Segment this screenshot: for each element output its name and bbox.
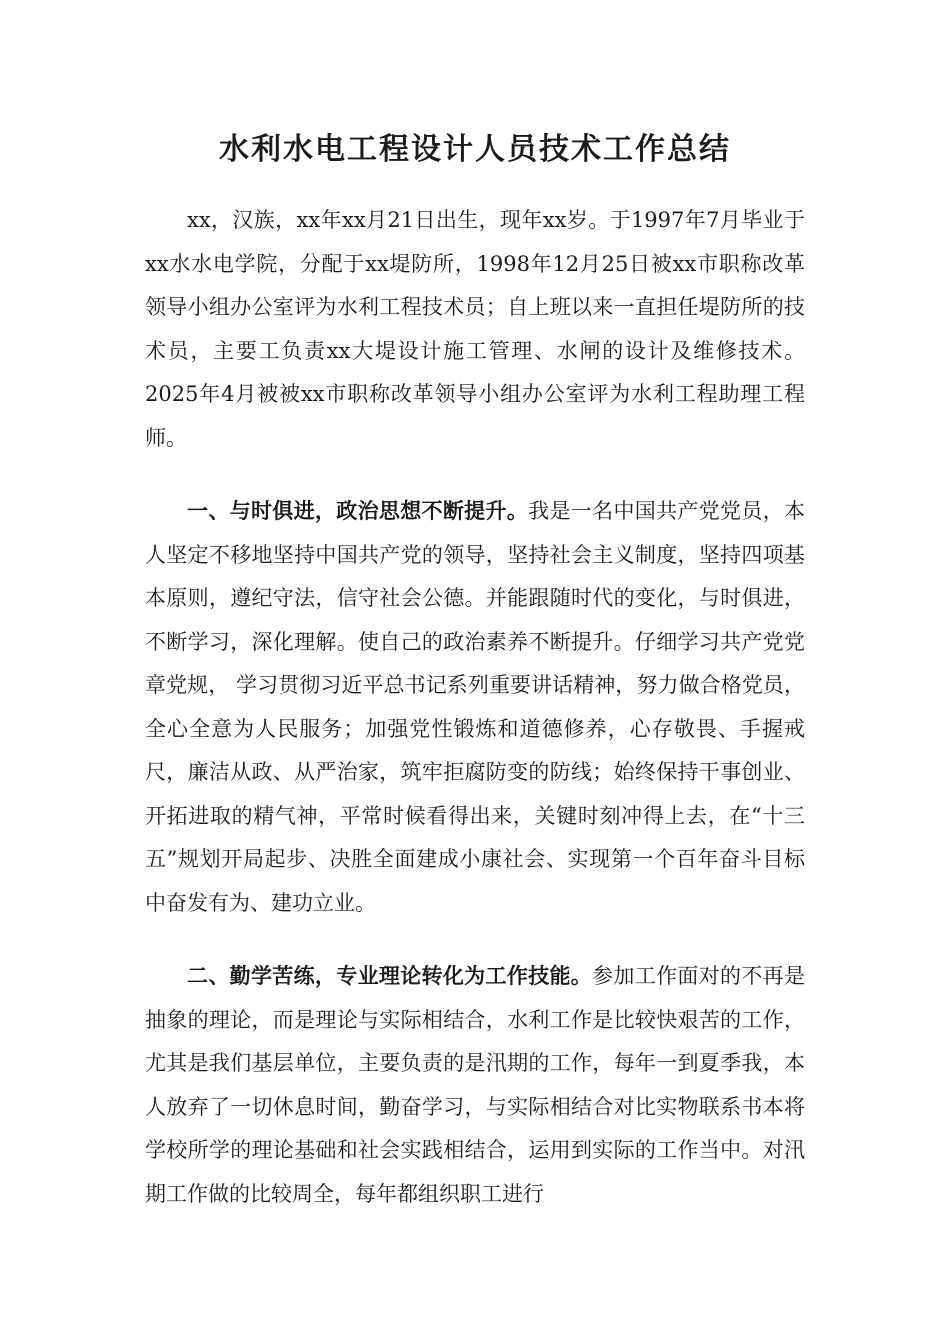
document-title: 水利水电工程设计人员技术工作总结 <box>219 132 731 167</box>
section-1-paragraph <box>145 489 805 925</box>
section-2-body: 参加工作面对的不再是抽象的理论，而是理论与实际相结合，水利工作是比较快艰苦的工作，尤其是我们基层单位，主要负责的是汛期的工作，每年一到夏季我，本人放弃了一切休息时间，勤奋学习，与实际相结合对比实物联系书本将学校所学的理论基础和社会实践相结合，运用到实际的工作当中。对汛期工作做的比较周全，每年都组织职工进行 <box>145 964 806 1206</box>
section-2-heading: 二、勤学苦练，专业理论转化为工作技能。 <box>187 963 593 988</box>
section-1-body: 我是一名中国共产党党员，本人坚定不移地坚持中国共产党的领导，坚持社会主义制度，坚持四项基本原则，遵纪守法，信守社会公德。并能跟随时代的变化，与时俱进，不断学习，深化理解。使自己的政治素养不断提升。仔细学习共产党党章党规， 学习贯彻习近平总书记系列重要讲话精神，努力做合格党员，全心全意为人民服务；加强党性锻炼和道德修养，心存敬畏、手握戒尺，廉洁从政、从严治家，筑牢拒腐防变的防线；始终保持干事创业、开拓进取的精气神，平常时候看得出来，关键时刻冲得上去，在“十三五”规划开局起步、决胜全面建成小康社会、实现第一个百年奋斗目标中奋发有为、建功立业。 <box>145 499 806 915</box>
intro-paragraph: xx，汉族，xx年xx月21日出生，现年xx岁。于1997年7月毕业于xx水水电学院，分配于xx堤防所，1998年12月25日被xx市职称改革领导小组办公室评为水利工程技术员；自上班以来一直担任堤防所的技术员，主要工负责xx大堤设计施工管理、水闸的设计及维修技术。2025年4月被被xx市职称改革领导小组办公室评为水利工程助理工程师。 <box>145 208 805 450</box>
section-2-paragraph <box>145 954 805 1216</box>
section-1-heading: 一、与时俱进，政治思想不断提升。 <box>187 498 529 523</box>
